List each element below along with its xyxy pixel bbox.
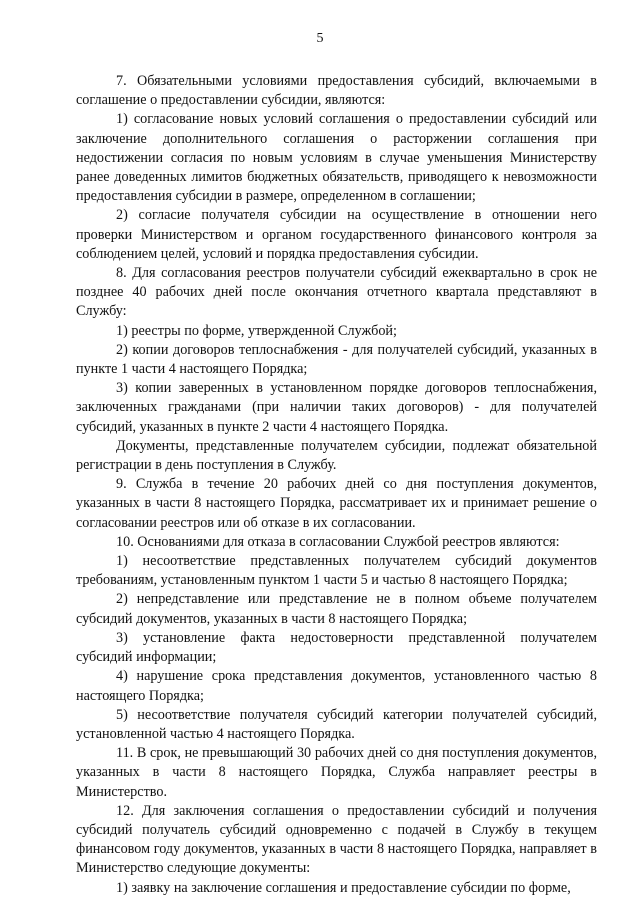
paragraph-10-item-4: 4) нарушение срока представления документов, установленного частью 8 настоящего Порядка; [76, 668, 597, 704]
paragraph-10-item-5: 5) несоответствие получателя субсидий категории получателей субсидий, установленной частью 4 настоящего Порядка. [76, 706, 597, 742]
paragraph-12: 12. Для заключения соглашения о предоставлении субсидий и получения субсидий получатель субсидий одновременно с подачей в Службу в текущем финансовом году документов, указанных в части 8 настоящего Порядка, направляет в Министерство следующие документы: [76, 802, 597, 877]
paragraph-8-item-3: 3) копии заверенных в установленном порядке договоров теплоснабжения, заключенных гражданами (при наличии таких договоров) - для получателей субсидий, указанных в пункте 2 части 4 настоящего Порядка. [76, 380, 597, 435]
paragraph-8: 8. Для согласования реестров получатели субсидий ежеквартально в срок не позднее 40 рабочих дней после окончания отчетного квартала представляют в Службу: [76, 265, 597, 320]
paragraph-7-item-1: 1) согласование новых условий соглашения о предоставлении субсидий или заключение дополнительного соглашения о расторжении соглашения при недостижении согласия по новым условиям в случае уменьшения Министерству ранее доведенных лимитов бюджетных обязательств, приводящего к невозможности предоставления субсидии в размере, определенном в соглашении; [76, 111, 597, 205]
document-body [76, 72, 597, 898]
paragraph-7-item-2: 2) согласие получателя субсидии на осуществление в отношении него проверки Министерством и органом государственного финансового контроля за соблюдением целей, условий и порядка предоставления субсидии. [76, 207, 597, 262]
paragraph-8-note: Документы, представленные получателем субсидии, подлежат обязательной регистрации в день поступления в Службу. [76, 437, 597, 474]
paragraph-8-item-2: 2) копии договоров теплоснабжения - для получателей субсидий, указанных в пункте 1 части 4 настоящего Порядка; [76, 341, 597, 378]
paragraph-10: 10. Основаниями для отказа в согласовании Службой реестров являются: [116, 533, 560, 550]
paragraph-9: 9. Служба в течение 20 рабочих дней со дня поступления документов, указанных в части 8 настоящего Порядка, рассматривает их и принимает решение о согласовании реестров или об отказе в их согласовании. [76, 476, 597, 531]
paragraph-10-item-1: 1) несоответствие представленных получателем субсидий документов требованиям, установленным пунктом 1 части 5 и частью 8 настоящего Порядка; [76, 553, 597, 589]
page-number: 5 [316, 31, 324, 46]
paragraph-10-item-2: 2) непредставление или представление не в полном объеме получателем субсидий документов, указанных в части 8 настоящего Порядка; [76, 591, 597, 627]
paragraph-8-item-1: 1) реестры по форме, утвержденной Службой; [116, 322, 397, 339]
paragraph-12-item-1: 1) заявку на заключение соглашения и предоставление субсидии по форме, [116, 879, 571, 896]
paragraph-7: 7. Обязательными условиями предоставления субсидий, включаемыми в соглашение о предоставлении субсидии, являются: [76, 73, 597, 109]
paragraph-11: 11. В срок, не превышающий 30 рабочих дней со дня поступления документов, указанных в части 8 настоящего Порядка, Служба направляет реестры в Министерство. [76, 745, 597, 800]
paragraph-10-item-3: 3) установление факта недостоверности представленной получателем субсидий информации; [76, 629, 597, 666]
